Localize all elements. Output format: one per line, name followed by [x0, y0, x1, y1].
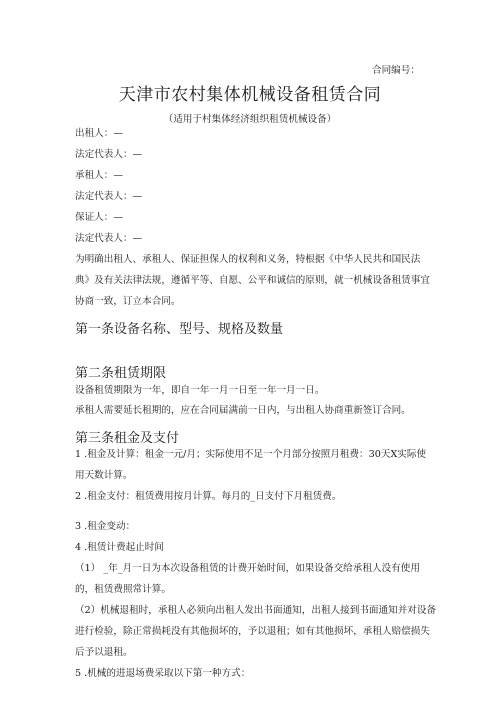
section-3-line: （2）机械退租时，承租人必须向出租人发出书面通知，出租人接到书面通知并对设备 — [75, 605, 437, 616]
section-2-line: 设备租赁期限为一年，即自一年一月一日至一年一月一日。 — [75, 385, 325, 396]
section-2-heading: 第二条租赁期限 — [75, 366, 167, 381]
section-3-line: 用天数计算。 — [75, 470, 133, 481]
section-3-line: （1） _年_月一日为本次设备租赁的计费开始时间，如果设备交给承租人没有使用 — [75, 563, 420, 574]
party-lessor-representative: 法定代表人：— — [75, 149, 143, 160]
party-lessee: 承租人：— — [75, 170, 123, 181]
section-3-line: 进行检验，除正常损耗没有其他损坏的，予以退租；如有其他损坏，承租人赔偿损失 — [75, 626, 430, 637]
section-1-heading: 第一条设备名称、型号、规格及数量 — [75, 322, 284, 337]
section-3-line: 4 .租赁计费起止时间 — [75, 542, 164, 553]
contract-number-label: 合同编号： — [372, 65, 420, 76]
section-3-line: 后予以退租。 — [75, 647, 133, 658]
section-2-line: 承租人需要延长租期的，应在合同届满前一日内，与出租人协商重新签订合同。 — [75, 405, 411, 416]
preamble-line: 为明确出租人、承租人、保证担保人的权利和义务，特根据《中华人民共和国民法 — [75, 254, 421, 265]
party-lessee-representative: 法定代表人：— — [75, 191, 143, 202]
document-title: 天津市农村集体机械设备租赁合同 — [118, 85, 382, 105]
party-guarantor-representative: 法定代表人：— — [75, 233, 143, 244]
section-3-line: 2 .租金支付：租赁费用按月计算。每月的_日支付下月租赁费。 — [75, 491, 342, 502]
party-guarantor: 保证人：— — [75, 212, 123, 223]
party-lessor: 出租人：— — [75, 128, 123, 139]
section-3-heading: 第三条租金及支付 — [75, 431, 180, 446]
section-3-line: 5 .机械的进退场费采取以下第一种方式： — [75, 668, 251, 679]
section-3-line: 1 .租金及计算：租金一元/月；实际使用不足一个月部分按照月租费：30天X实际使 — [75, 449, 427, 460]
preamble-line: 协商一致，订立本合同。 — [75, 296, 181, 307]
section-3-line: 的，租赁费照常计算。 — [75, 584, 171, 595]
preamble-line: 典》及有关法律法规，遵循平等、自愿、公平和诚信的原则，就一机械设备租赁事宜 — [75, 275, 430, 286]
document-subtitle: （适用于村集体经济组织租赁机械设备） — [163, 114, 337, 125]
section-3-line: 3 .租金变动： — [75, 521, 136, 532]
